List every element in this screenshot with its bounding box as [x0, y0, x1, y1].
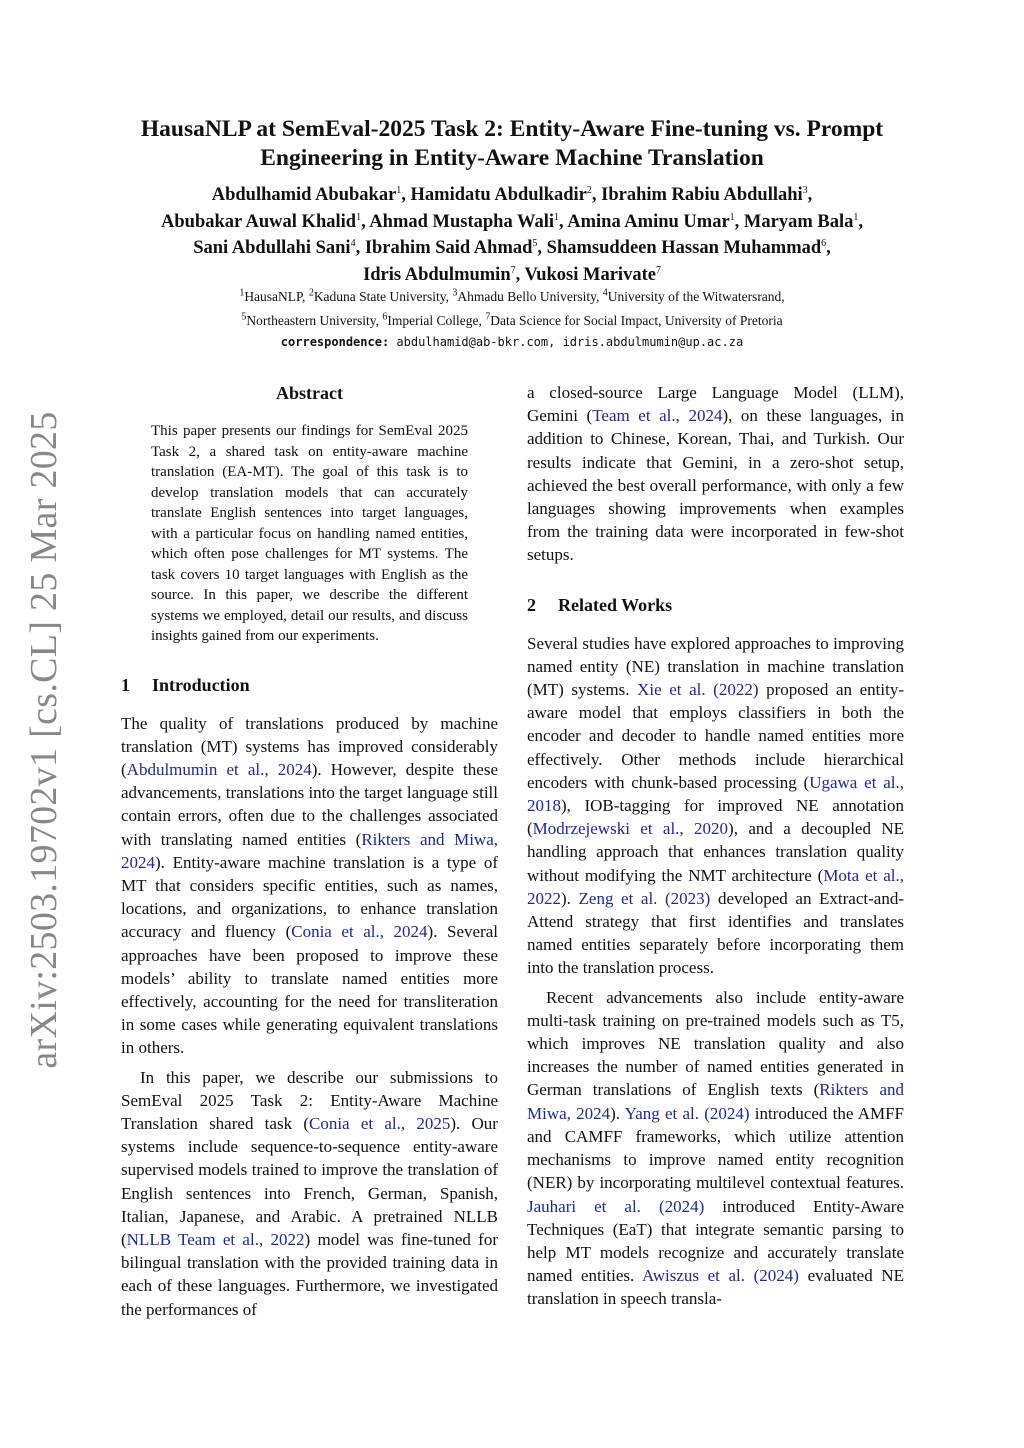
- citation-link[interactable]: Zeng et al. (2023): [578, 888, 711, 908]
- author-affiliation: 7: [655, 264, 661, 276]
- text-run: proposed an entity-aware model that employs classifiers in both the encoder and decoder to handle named entities more effectively. Other methods include hierarchical encoders with chunk-based processing (: [527, 680, 905, 792]
- paper-title: [100, 115, 924, 173]
- citation-link[interactable]: Xie et al. (2022): [637, 680, 759, 700]
- correspondence-emails: abdulhamid@ab-bkr.com, idris.abdulmumin@up.ac.za: [389, 335, 744, 349]
- text-run: evaluated NE translation in speech transla-: [527, 1266, 905, 1309]
- author-name: Hamidatu Abdulkadir: [410, 185, 587, 205]
- author-affiliation: 1: [729, 211, 735, 223]
- text-run: introduced the AMFF and CAMFF frameworks, which utilize attention mechanisms to improve named entity recognition (NER) by incorporating multilevel contextual features.: [527, 1103, 904, 1193]
- related-paragraph-2: [527, 986, 904, 1311]
- abstract-body: This paper presents our findings for SemEval 2025 Task 2, a shared task on entity-aware machine translation (EA-MT). The goal of this task is to develop translation models that can accurately translate English sentences into target languages, with a particular focus on handling named entities, which often pose challenges for MT systems. The task covers 10 target languages with English as the source. In this paper, we describe the different systems we employed, detail our results, and discuss insights gained from our experiments.: [151, 423, 468, 644]
- citation-link[interactable]: Jauhari et al. (2024): [527, 1196, 705, 1216]
- section-title: Related Works: [558, 594, 673, 615]
- citation-link[interactable]: Ugawa et al., 2018: [527, 772, 904, 816]
- title-line-2: Engineering in Entity-Aware Machine Translation: [260, 145, 764, 171]
- author-affiliation: 7: [510, 264, 516, 276]
- text-run: introduced Entity-Aware Techniques (EaT) that integrate semantic parsing to help MT models recognize and accurately translate named entities.: [527, 1196, 904, 1286]
- right-column: [527, 381, 904, 1311]
- section-title: Introduction: [152, 674, 250, 695]
- text-run: ). However, despite these advancements, translations into the target language still contain errors, often due to the challenges associated with translating named entities (: [121, 759, 498, 849]
- author-affiliation: 3: [802, 184, 808, 196]
- abstract-heading: Abstract: [276, 383, 343, 403]
- affiliation-line: $^1$HausaNLP, $^2$Kaduna State University, $^3$Ahmadu Bello University, $^4$University of the Witwatersrand,: [239, 287, 785, 304]
- arxiv-stamp: arXiv:2503.19702v1 [cs.CL] 25 Mar 2025: [23, 411, 65, 1069]
- author-line: Abdulhamid Abubakar$^1$, Hamidatu Abdulkadir$^2$, Ibrahim Rabiu Abdullahi$^3$,: [211, 184, 813, 205]
- section-heading-related-works: [527, 593, 904, 617]
- text-run: ). Several approaches have been proposed to improve these models’ ability to translate named entities more effectively, accounting for the need for transliteration in some cases while generating equivalent translations in others.: [121, 922, 498, 1058]
- citation-link[interactable]: Conia et al., 2024: [291, 922, 428, 942]
- author-line: Sani Abdullahi Sani$^4$, Ibrahim Said Ahmad$^5$, Shamsuddeen Hassan Muhammad$^6$,: [193, 237, 831, 258]
- author-name: Abdulhamid Abubakar: [211, 185, 397, 205]
- text-run: ), IOB-tagging for improved NE annotation (: [527, 796, 904, 839]
- author-name: Idris Abdulmumin: [363, 264, 511, 285]
- citation-link[interactable]: Team et al., 2024: [592, 406, 723, 426]
- intro-paragraph-2: [121, 1066, 498, 1321]
- text-run: The quality of translations produced by machine translation (MT) systems has improved considerably (: [121, 713, 498, 779]
- text-run: In this paper, we describe our submissions to SemEval 2025 Task 2: Entity-Aware Machine Translation shared task (: [121, 1067, 498, 1133]
- section-number: 1: [121, 674, 130, 695]
- citation-link[interactable]: Yang et al. (2024): [624, 1103, 750, 1123]
- citation-link[interactable]: Abdulmumin et al., 2024: [126, 759, 312, 779]
- author-name: Sani Abdullahi Sani: [193, 238, 351, 258]
- text-run: ).: [610, 1103, 625, 1123]
- author-name: Vukosi Marivate: [524, 264, 656, 285]
- author-affiliation: 1: [554, 211, 560, 223]
- author-name: Abubakar Auwal Khalid: [161, 211, 357, 232]
- related-paragraph-1: [527, 632, 904, 980]
- section-heading-introduction: [121, 673, 498, 697]
- section-number: 2: [527, 594, 536, 615]
- author-affiliation: 1: [396, 184, 402, 196]
- affiliation-line: $^5$Northeastern University, $^6$Imperial College, $^7$Data Science for Social Impact, University of Pretoria: [241, 311, 783, 328]
- citation-link[interactable]: Mota et al., 2022: [527, 865, 904, 908]
- citation-link[interactable]: Conia et al., 2025: [308, 1113, 451, 1133]
- citation-link[interactable]: Rikters and Miwa, 2024: [121, 829, 498, 872]
- text-run: ).: [561, 888, 579, 908]
- citation-link[interactable]: NLLB Team et al., 2022: [126, 1229, 305, 1249]
- author-name: Ibrahim Rabiu Abdullahi: [601, 185, 803, 205]
- title-line-1: HausaNLP at SemEval-2025 Task 2: Entity-Aware Fine-tuning vs. Prompt: [140, 116, 884, 142]
- author-name: Ahmad Mustapha Wali: [369, 211, 555, 232]
- author-list: [90, 182, 934, 288]
- author-affiliation: 4: [350, 237, 356, 249]
- intro-paragraph-continued: [527, 381, 904, 567]
- author-name: Maryam Bala: [743, 211, 854, 232]
- text-run: a closed-source Large Language Model (LLM), Gemini (: [527, 383, 904, 426]
- text-run: Recent advancements also include entity-aware multi-task training on pre-trained models such as T5, which improves NE translation quality and also increases the number of named entities generated in German translations of English texts (: [527, 987, 904, 1100]
- author-affiliation: 1: [356, 211, 362, 223]
- text-run: ). Entity-aware machine translation is a type of MT that considers specific entities, such as names, locations, and organizations, to enhance translation accuracy and fluency (: [121, 852, 498, 942]
- text-run: ), on these languages, in addition to Chinese, Korean, Thai, and Turkish. Our results indicate that Gemini, in a zero-shot setup, achieved the best overall performance, with only a few languages showing improvements when examples from the training data were incorporated in few-shot setups.: [527, 406, 904, 565]
- author-affiliation: 2: [586, 184, 592, 196]
- author-affiliation: 5: [532, 237, 538, 249]
- citation-link[interactable]: Awiszus et al. (2024): [641, 1266, 799, 1286]
- affiliations: [90, 285, 934, 333]
- author-affiliation: 6: [821, 237, 827, 249]
- left-column: [121, 381, 498, 1321]
- citation-link[interactable]: Rikters and Miwa, 2024: [527, 1080, 904, 1123]
- citation-link[interactable]: Modrzejewski et al., 2020: [532, 819, 729, 839]
- author-name: Ibrahim Said Ahmad: [364, 238, 533, 258]
- correspondence: [90, 335, 934, 349]
- text-run: ) model was fine-tuned for bilingual translation with the provided training data in each of these languages. Furthermore, we investigated the performances of: [121, 1229, 498, 1319]
- correspondence-label: correspondence:: [280, 335, 390, 349]
- intro-paragraph-1: [121, 712, 498, 1060]
- text-run: developed an Extract-and-Attend strategy that first identifies and translates named entities separately before incorporating them into the translation process.: [527, 888, 904, 978]
- author-name: Shamsuddeen Hassan Muhammad: [546, 238, 822, 258]
- text-run: ), and a decoupled NE handling approach that enhances translation quality without modifying the NMT architecture (: [527, 819, 904, 885]
- author-affiliation: 1: [853, 211, 859, 223]
- author-line: Abubakar Auwal Khalid$^1$, Ahmad Mustapha Wali$^1$, Amina Aminu Umar$^1$, Maryam Bala$^1$,: [161, 211, 863, 232]
- text-run: Several studies have explored approaches to improving named entity (NE) translation in machine translation (MT) systems.: [527, 633, 904, 700]
- author-name: Amina Aminu Umar: [567, 211, 730, 232]
- text-run: ). Our systems include sequence-to-sequence entity-aware supervised models trained to improve the translation of English sentences into French, German, Spanish, Italian, Japanese, and Arabic. A pretrained NLLB (: [121, 1113, 498, 1249]
- author-line: Idris Abdulmumin$^7$, Vukosi Marivate$^7$: [363, 264, 661, 285]
